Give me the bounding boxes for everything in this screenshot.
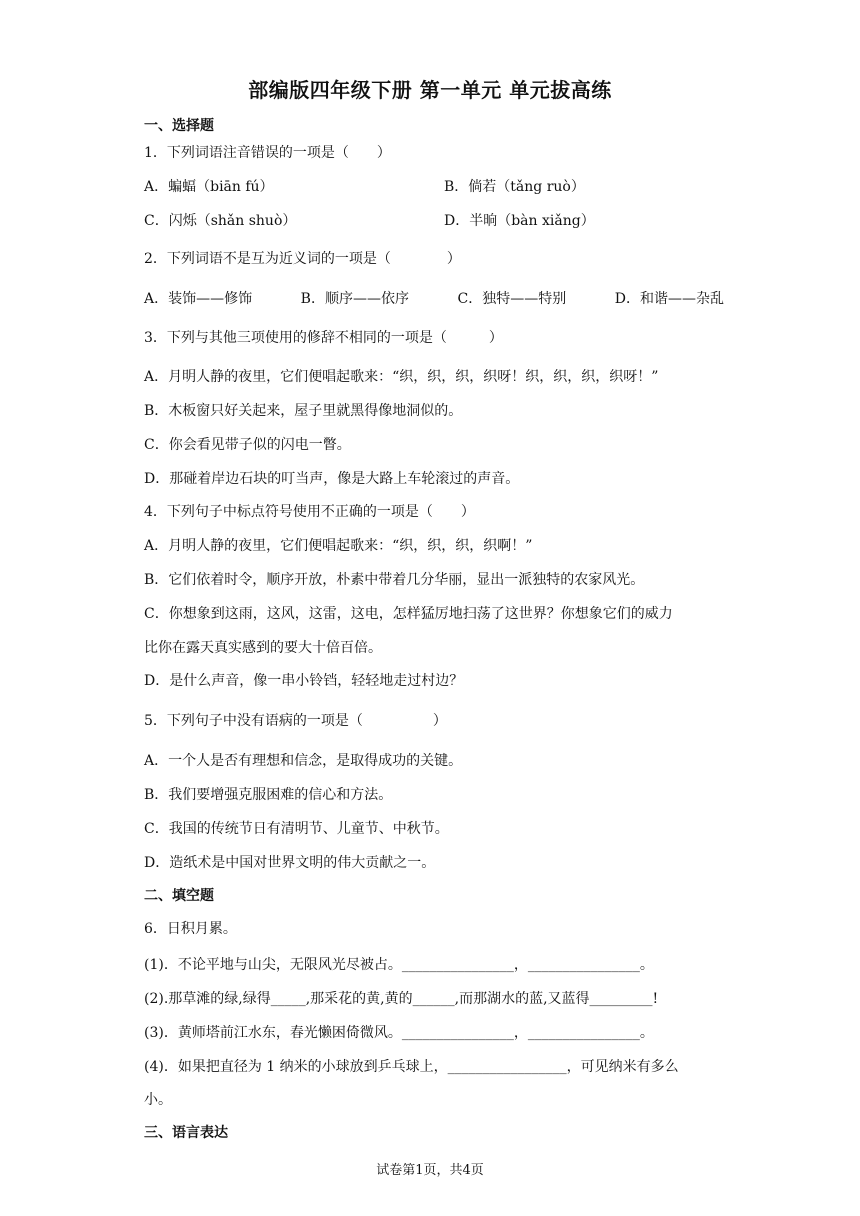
- q1-option-d: D．半晌（bàn xiǎng）: [444, 213, 595, 229]
- page-footer: 试卷第1页，共4页: [376, 1163, 484, 1178]
- q5-option-a: A．一个人是否有理想和信念，是取得成功的关键。: [144, 753, 463, 769]
- q3-stem: 3．下列与其他三项使用的修辞不相同的一项是（ ）: [144, 330, 503, 346]
- q2-option-b: B．顺序——依序: [300, 291, 409, 307]
- q4-option-b: B．它们依着时令，顺序开放，朴素中带着几分华丽，显出一派独特的农家风光。: [144, 572, 645, 588]
- q4-stem: 4．下列句子中标点符号使用不正确的一项是（ ）: [144, 504, 475, 520]
- q6-part-3: (3)．黄师塔前江水东，春光懒困倚微风。________________，________________。: [144, 1025, 654, 1041]
- q1-option-b: B．倘若（tǎng ruò）: [444, 179, 585, 195]
- q3-option-a: A．月明人静的夜里，它们便唱起歌来：“织，织，织，织呀！织，织，织，织呀！”: [144, 369, 659, 385]
- q5-option-b: B．我们要增强克服困难的信心和方法。: [144, 787, 393, 803]
- q3-option-c: C．你会看见带子似的闪电一瞥。: [144, 437, 351, 453]
- q6-part-4-cont: 小。: [144, 1092, 172, 1108]
- q2-option-c: C．独特——特别: [457, 291, 567, 307]
- q5-option-d: D．造纸术是中国对世界文明的伟大贡献之一。: [144, 855, 436, 871]
- page-title: 部编版四年级下册 第一单元 单元拔高练: [248, 78, 612, 102]
- q1-stem: 1．下列词语注音错误的一项是（ ）: [144, 145, 391, 161]
- q4-option-d: D．是什么声音，像一串小铃铛，轻轻地走过村边？: [144, 673, 464, 689]
- q4-option-c: C．你想象到这雨，这风，这雷，这电，怎样猛厉地扫荡了这世界？你想象它们的威力: [144, 606, 673, 622]
- q6-part-2: (2).那草滩的绿,绿得_____,那采花的黄,黄的______,而那湖水的蓝,又蓝得_________!: [144, 991, 659, 1007]
- q6-part-4: (4)．如果把直径为 1 纳米的小球放到乒乓球上，_________________，可见纳米有多么: [144, 1059, 679, 1075]
- q2-option-a: A．装饰——修饰: [144, 291, 253, 307]
- q2-stem: 2．下列词语不是互为近义词的一项是（ ）: [144, 251, 461, 267]
- q3-option-b: B．木板窗只好关起来，屋子里就黑得像地洞似的。: [144, 403, 463, 419]
- section-heading-expression: 三、语言表达: [144, 1125, 228, 1141]
- section-heading-fill: 二、填空题: [144, 888, 214, 904]
- q6-part-1: (1)．不论平地与山尖，无限风光尽被占。________________，________________。: [144, 957, 654, 973]
- q1-option-a: A．蝙蝠（biān fú）: [144, 179, 274, 195]
- q3-option-d: D．那碰着岸边石块的叮当声，像是大路上车轮滚过的声音。: [144, 471, 520, 487]
- q4-option-c-cont: 比你在露天真实感到的要大十倍百倍。: [144, 640, 382, 656]
- q4-option-a: A．月明人静的夜里，它们便唱起歌来：“织，织，织，织啊！”: [144, 538, 533, 554]
- q1-option-c: C．闪烁（shǎn shuò）: [144, 213, 297, 229]
- q6-stem: 6．日积月累。: [144, 921, 237, 937]
- section-heading-choice: 一、选择题: [144, 118, 214, 134]
- q2-options: [144, 288, 724, 308]
- q5-stem: 5．下列句子中没有语病的一项是（ ）: [144, 713, 447, 729]
- q5-option-c: C．我国的传统节日有清明节、儿童节、中秋节。: [144, 821, 449, 837]
- q2-option-d: D．和谐——杂乱: [614, 291, 724, 307]
